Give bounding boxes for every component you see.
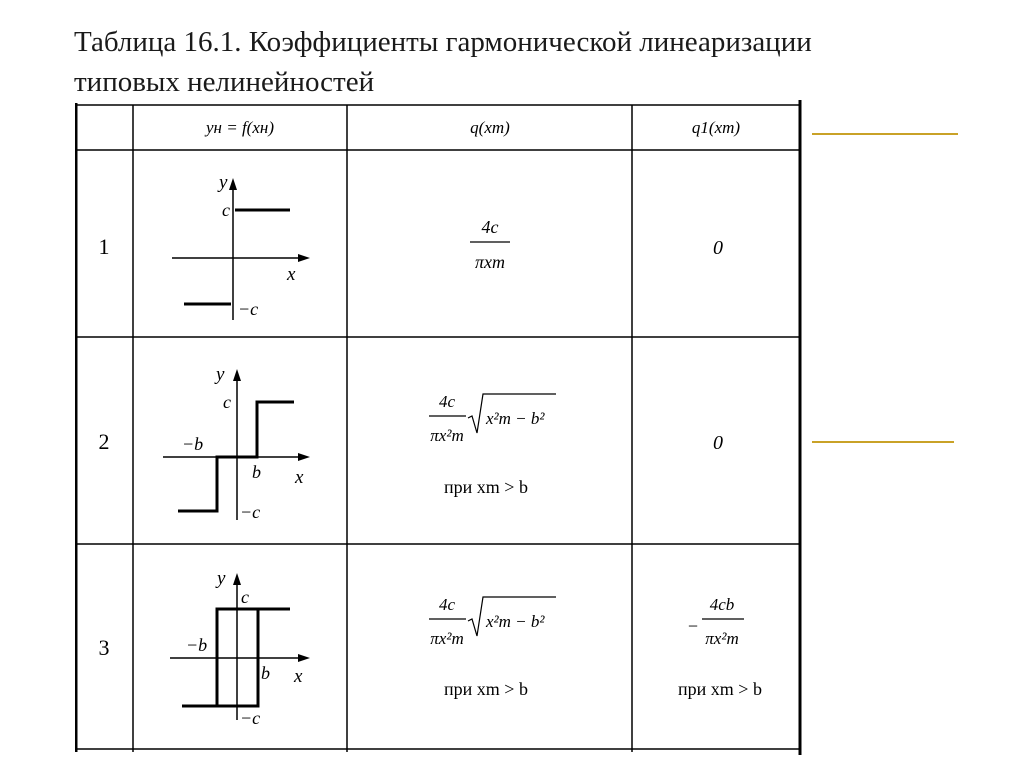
q1-value: 0 [713, 432, 723, 454]
header-q1: q1(xm) [691, 118, 741, 137]
coefficients-table [75, 98, 803, 758]
label-c: c [222, 200, 230, 220]
q-denominator: πxm [474, 252, 506, 272]
q-formula [429, 595, 556, 699]
graph-relay-dead-zone [163, 364, 310, 522]
axis-x-label: x [295, 467, 304, 488]
accent-line-middle [812, 441, 954, 443]
q-formula [470, 217, 510, 272]
graph-ideal-relay [172, 172, 310, 320]
q-numerator: 4c [438, 392, 456, 411]
label-minus-b: −b [186, 635, 208, 655]
label-c: c [241, 587, 249, 607]
q-root: x²m − b² [486, 409, 545, 428]
q-denominator: πx²m [430, 629, 464, 648]
axis-y-label: y [219, 172, 228, 193]
q1-formula [678, 595, 762, 699]
q-root: x²m − b² [486, 612, 545, 631]
q-formula [429, 392, 556, 497]
axis-y-label: y [217, 568, 226, 589]
label-minus-c: −c [240, 502, 261, 522]
q-denominator: πx²m [430, 426, 464, 445]
label-b: b [252, 462, 261, 482]
label-minus-c: −c [240, 708, 261, 728]
q1-sign: − [687, 616, 699, 636]
label-minus-c: −c [238, 299, 259, 319]
label-c: c [223, 392, 231, 412]
axis-x-label: x [294, 666, 303, 687]
axis-y-label: y [216, 364, 225, 385]
q1-numerator: 4cb [709, 595, 735, 614]
slide-title [74, 22, 974, 102]
q-numerator: 4c [481, 217, 499, 237]
row-number: 2 [98, 429, 110, 454]
q-numerator: 4c [438, 595, 456, 614]
header-graph: yн = f(xн) [206, 118, 274, 137]
label-minus-b: −b [182, 434, 204, 454]
title-line-1: Таблица 16.1. Коэффициенты гармонической линеаризации [74, 26, 812, 58]
axis-x-label: x [287, 264, 296, 285]
title-line-2: типовых нелинейностей [74, 66, 375, 98]
q1-denominator: πx²m [705, 629, 739, 648]
q1-condition: при xm > b [678, 679, 762, 699]
accent-line-top [812, 133, 958, 135]
header-q: q(xm) [470, 118, 510, 137]
q-condition: при xm > b [444, 679, 528, 699]
q1-value: 0 [713, 237, 723, 259]
row-number: 3 [98, 635, 110, 660]
q-condition: при xm > b [444, 477, 528, 497]
graph-relay-hysteresis [170, 568, 310, 728]
label-b: b [261, 663, 270, 683]
row-number: 1 [98, 234, 110, 259]
